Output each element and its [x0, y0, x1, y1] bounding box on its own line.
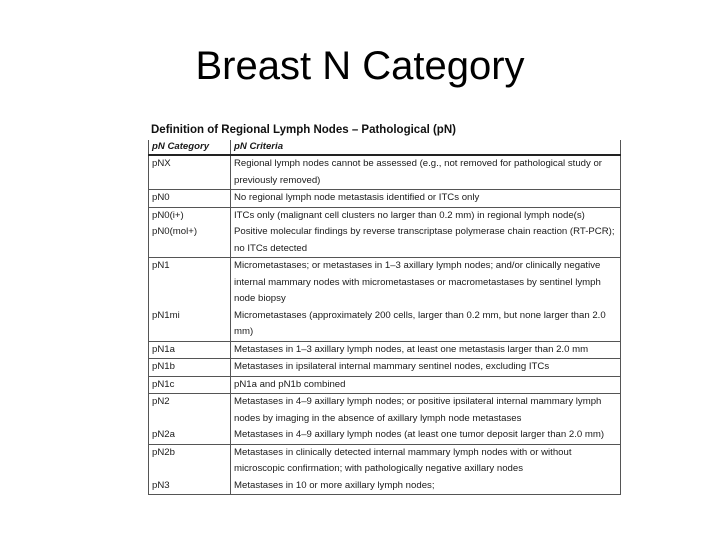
- criteria-text: Metastases in 4–9 axillary lymph nodes; or positive ipsilateral internal mammary lymph nodes by imaging in the absence of axillary lymph node metastases: [234, 396, 602, 424]
- criteria-cell: [231, 207, 621, 258]
- table-row: [149, 376, 621, 394]
- criteria-text: Metastases in 10 or more axillary lymph nodes;: [234, 479, 435, 491]
- criteria-cell: Metastases in 1–3 axillary lymph nodes, at least one metastasis larger than 2.0 mm: [231, 341, 621, 359]
- criteria-cell: [231, 258, 621, 342]
- criteria-text: Metastases in clinically detected internal mammary lymph nodes with or without microscopic confirmation; with pathologically negative axillary nodes: [234, 446, 572, 474]
- criteria-text: Positive molecular findings by reverse transcriptase polymerase chain reaction (RT-PCR); no ITCs detected: [234, 226, 615, 254]
- category-cell: [149, 258, 231, 342]
- table-row: [149, 359, 621, 377]
- criteria-text: Micrometastases; or metastases in 1–3 axillary lymph nodes; and/or clinically negative internal mammary nodes with micrometastases or macrometastases by sentinel lymph node biopsy: [234, 260, 601, 304]
- criteria-cell: [231, 394, 621, 445]
- table-row: [149, 394, 621, 445]
- column-header-category: pN Category: [149, 140, 231, 155]
- criteria-cell: Regional lymph nodes cannot be assessed (e.g., not removed for pathological study or previously removed): [231, 155, 621, 190]
- criteria-text: Metastases in 4–9 axillary lymph nodes (at least one tumor deposit larger than 2.0 mm): [234, 429, 605, 440]
- category-label: pN1mi: [152, 309, 180, 321]
- category-cell: [149, 444, 231, 495]
- criteria-cell: Metastases in ipsilateral internal mammary sentinel nodes, excluding ITCs: [231, 359, 621, 377]
- criteria-cell: [231, 444, 621, 495]
- category-cell: pN1b: [149, 359, 231, 377]
- table-row: [149, 341, 621, 359]
- category-cell: pNX: [149, 155, 231, 190]
- slide-title: Breast N Category: [195, 44, 525, 88]
- category-label: pN3: [152, 479, 170, 491]
- criteria-text: ITCs only (malignant cell clusters no larger than 0.2 mm) in regional lymph node(s): [234, 209, 585, 221]
- table-row: [149, 444, 621, 495]
- pn-definition-table-block: [148, 122, 620, 495]
- category-label: pN0(mol+): [152, 226, 198, 237]
- category-cell: pN1a: [149, 341, 231, 359]
- category-label: pN0(i+): [152, 209, 184, 221]
- category-label: pN2: [152, 396, 170, 407]
- table-header-row: [149, 140, 621, 155]
- category-label: pN2b: [152, 446, 175, 458]
- table-row: [149, 190, 621, 208]
- category-cell: [149, 207, 231, 258]
- table-row: [149, 258, 621, 342]
- criteria-cell: No regional lymph node metastasis identified or ITCs only: [231, 190, 621, 208]
- category-cell: pN0: [149, 190, 231, 208]
- table-heading: Definition of Regional Lymph Nodes – Pathological (pN): [151, 124, 456, 136]
- category-cell: pN1c: [149, 376, 231, 394]
- column-header-criteria: pN Criteria: [231, 140, 621, 155]
- category-label: pN2a: [152, 429, 175, 440]
- criteria-cell: pN1a and pN1b combined: [231, 376, 621, 394]
- pn-category-table: [148, 140, 621, 495]
- table-row: [149, 155, 621, 190]
- table-row: [149, 207, 621, 258]
- criteria-text: Micrometastases (approximately 200 cells, larger than 0.2 mm, but none larger than 2.0 mm): [234, 309, 606, 337]
- category-label: pN1: [152, 260, 170, 271]
- category-cell: [149, 394, 231, 445]
